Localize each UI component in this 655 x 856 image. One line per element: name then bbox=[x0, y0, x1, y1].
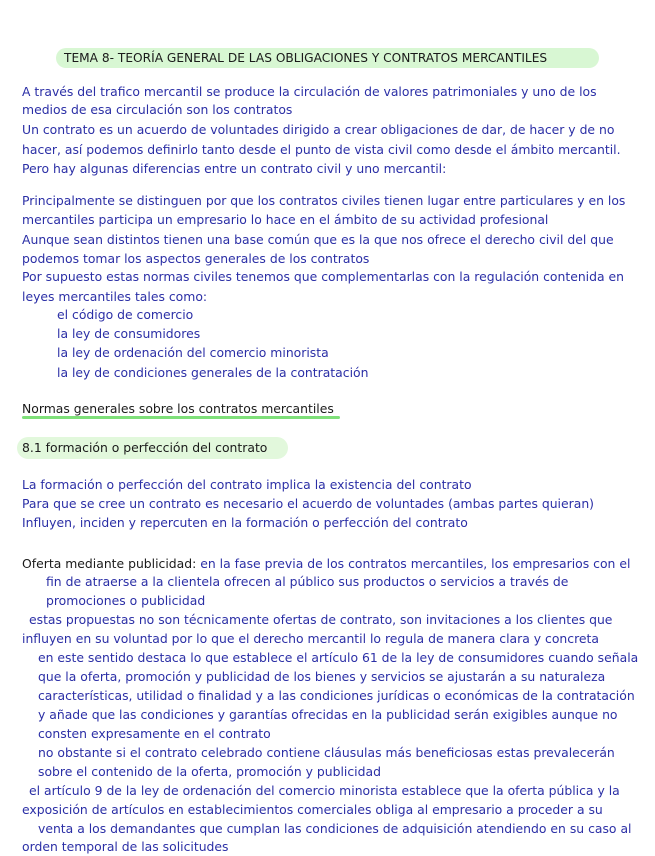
offer-line: exposición de artículos en establecimientos comerciales obliga al empresario a proceder a su bbox=[22, 802, 603, 817]
intro-line: A través del trafico mercantil se produce la circulación de valores patrimoniales y uno de los bbox=[22, 84, 597, 99]
offer-line: en este sentido destaca lo que establece el artículo 61 de la ley de consumidores cuando señala bbox=[38, 650, 639, 665]
intro-line: Un contrato es un acuerdo de voluntades dirigido a crear obligaciones de dar, de hacer y de no bbox=[22, 122, 615, 137]
differences-line: podemos tomar los aspectos generales de los contratos bbox=[22, 251, 370, 266]
offer-line: influyen en su voluntad por lo que el derecho mercantil lo regula de manera clara y concreta bbox=[22, 631, 599, 646]
formation-line: Influyen, inciden y repercuten en la formación o perfección del contrato bbox=[22, 515, 468, 530]
formation-line: Para que se cree un contrato es necesario el acuerdo de voluntades (ambas partes quieran) bbox=[22, 496, 595, 511]
intro-line: Pero hay algunas diferencias entre un contrato civil y uno mercantil: bbox=[22, 161, 447, 176]
differences-line: Principalmente se distinguen por que los contratos civiles tienen lugar entre particulares y en los bbox=[22, 193, 626, 208]
offer-line: estas propuestas no son técnicamente ofertas de contrato, son invitaciones a los clientes que bbox=[29, 612, 613, 627]
section-heading: 8.1 formación o perfección del contrato bbox=[17, 437, 288, 459]
intro-line: medios de esa circulación son los contratos bbox=[22, 102, 293, 117]
offer-line: consten expresamente en el contrato bbox=[38, 726, 271, 741]
offer-line: que la oferta, promoción y publicidad de los bienes y servicios se ajustarán a su naturaleza bbox=[38, 669, 606, 684]
offer-line: características, utilidad o finalidad y a las condiciones jurídicas o económicas de la contratación bbox=[38, 688, 635, 703]
offer-line: sobre el contenido de la oferta, promoción y publicidad bbox=[38, 764, 381, 779]
offer-label: Oferta mediante publicidad: bbox=[22, 556, 197, 571]
differences-line: Por supuesto estas normas civiles tenemos que complementarlas con la regulación contenida en bbox=[22, 269, 624, 284]
law-list-item: el código de comercio bbox=[57, 307, 194, 322]
offer-line: promociones o publicidad bbox=[46, 593, 206, 608]
offer-line bbox=[22, 555, 630, 573]
offer-line: no obstante si el contrato celebrado contiene cláusulas más beneficiosas estas prevalecerán bbox=[38, 745, 615, 760]
offer-line: orden temporal de las solicitudes bbox=[22, 839, 229, 854]
offer-line: y añade que las condiciones y garantías ofrecidas en la publicidad serán exigibles aunque no bbox=[38, 707, 618, 722]
law-list-item: la ley de ordenación del comercio minorista bbox=[57, 345, 329, 360]
differences-line: Aunque sean distintos tienen una base común que es la que nos ofrece el derecho civil del que bbox=[22, 232, 614, 247]
offer-line: fin de atraerse a la clientela ofrecen al público sus productos o servicios a través de bbox=[46, 574, 569, 589]
offer-line: el artículo 9 de la ley de ordenación del comercio minorista establece que la oferta pública y la bbox=[29, 783, 620, 798]
differences-line: leyes mercantiles tales como: bbox=[22, 289, 208, 304]
intro-line: hacer, así podemos definirlo tanto desde el punto de vista civil como desde el ámbito mercantil. bbox=[22, 142, 621, 157]
differences-line: mercantiles participa un empresario lo hace en el ámbito de su actividad profesional bbox=[22, 212, 549, 227]
offer-line: venta a los demandantes que cumplan las condiciones de adquisición atendiendo en su caso al bbox=[38, 821, 632, 836]
offer-text: en la fase previa de los contratos mercantiles, los empresarios con el bbox=[196, 556, 631, 571]
page-title: TEMA 8- TEORÍA GENERAL DE LAS OBLIGACIONES Y CONTRATOS MERCANTILES bbox=[56, 48, 599, 68]
formation-line: La formación o perfección del contrato implica la existencia del contrato bbox=[22, 477, 472, 492]
law-list-item: la ley de consumidores bbox=[57, 326, 201, 341]
norms-heading: Normas generales sobre los contratos mercantiles bbox=[22, 401, 334, 416]
law-list-item: la ley de condiciones generales de la contratación bbox=[57, 365, 369, 380]
